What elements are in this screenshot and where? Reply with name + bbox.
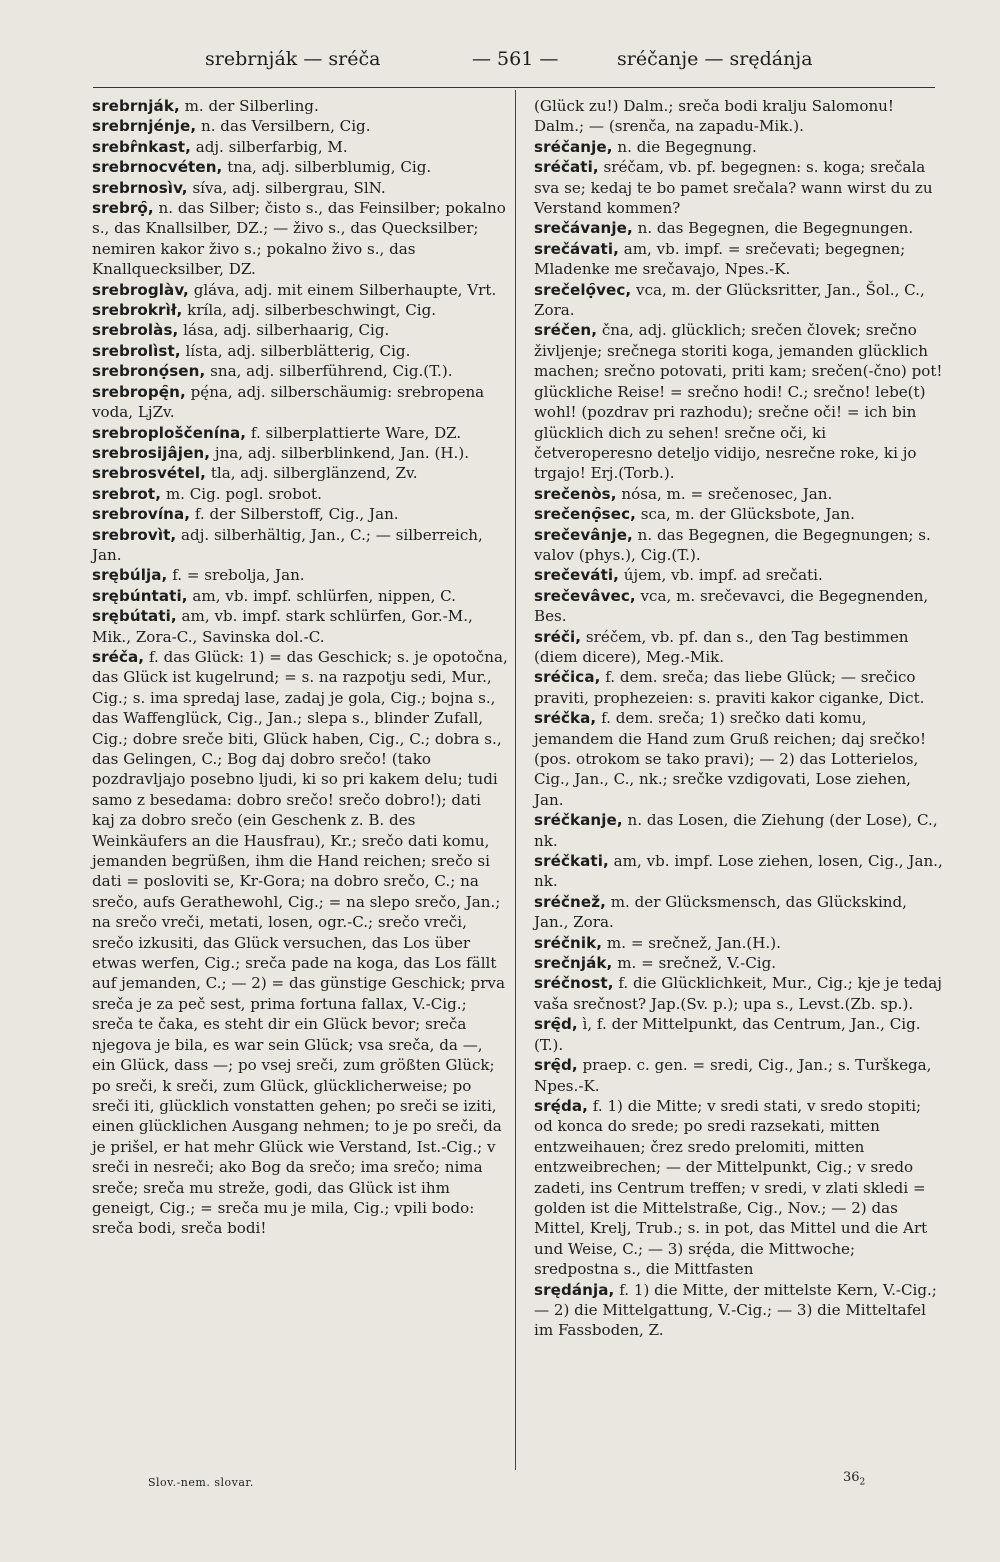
dictionary-entry xyxy=(92,606,508,647)
dictionary-entry xyxy=(92,116,508,136)
dictionary-entry xyxy=(92,423,508,443)
entry-definition: vca, m. der Glücksritter, Jan., Šol., C., Zora. xyxy=(534,280,925,320)
entry-definition: tna, adj. silberblumig, Cig. xyxy=(222,158,432,177)
entry-headword: srebrosijâjen, xyxy=(92,443,211,462)
dictionary-entry xyxy=(92,361,508,381)
dictionary-entry xyxy=(92,198,508,280)
entry-definition: gláva, adj. mit einem Silberhaupte, Vrt. xyxy=(188,280,497,299)
entry-definition: f. = srebolja, Jan. xyxy=(167,566,305,585)
entry-headword: srebronọ́sen, xyxy=(92,362,206,381)
entry-headword: srebrnjénje, xyxy=(92,117,197,136)
entry-definition: pę́na, adj. silberschäumig: srebropena voda, LjZv. xyxy=(92,382,485,422)
dictionary-entry xyxy=(92,565,508,585)
entry-definition: lísta, adj. silberblätterig, Cig. xyxy=(180,341,411,360)
dictionary-entry xyxy=(534,239,944,280)
dictionary-entry xyxy=(534,953,944,973)
entry-definition: sréčam, vb. pf. begegnen: s. koga; srečala sva se; kedaj te bo pamet srečala? wann wirst du zu Verstand kommen? xyxy=(534,158,933,218)
entry-headword: srečeváti, xyxy=(534,566,619,585)
entry-definition: f. 1) die Mitte; v sredi stati, v sredo stopiti; od konca do srede; po sredi razsekati, mitten entzweihauen; črez sredo prelomiti, mitten entzweibrechen; — der Mittelpunkt, Cig.; v sredo zadeti, ins Centrum treffen; v sredi, v zlati skledi = golden ist die Mittelstraße, Cig., Nov.; — 2) das Mittel, Krelj, Trub.; s. in pot, das Mittel und die Art und Weise, C.; — 3) srę́da, die Mittwoche; sredpostna s., die Mittfasten xyxy=(534,1096,928,1279)
entry-headword: srę̑d, xyxy=(534,1015,578,1034)
entry-headword: sréčen, xyxy=(534,321,598,340)
entry-headword: srebroploščenína, xyxy=(92,423,247,442)
entry-definition: kríla, adj. silberbeschwingt, Cig. xyxy=(182,301,437,320)
dictionary-entry xyxy=(534,667,944,708)
signature-subscript: 2 xyxy=(859,1477,866,1488)
entry-definition: sna, adj. silberführend, Cig.(T.). xyxy=(205,362,453,381)
entry-headword: srębúntati, xyxy=(92,586,188,605)
entry-definition: lása, adj. silberhaarig, Cig. xyxy=(178,321,390,340)
entry-definition: n. das Losen, die Ziehung (der Lose), C., nk. xyxy=(534,811,938,850)
dictionary-entry xyxy=(534,320,944,483)
entry-headword: srečenòs, xyxy=(534,484,617,503)
entry-definition: m. Cig. pogl. srobot. xyxy=(161,484,322,503)
entry-definition: am, vb. impf. stark schlürfen, Gor.-M., Mik., Zora-C., Savinska dol.-C. xyxy=(92,607,473,646)
dictionary-entry xyxy=(92,157,508,177)
header-left-guide-words: srebrnják — sréča xyxy=(205,48,381,70)
entry-headword: srečevânje, xyxy=(534,525,633,544)
entry-headword: sréčnež, xyxy=(534,892,606,911)
entry-headword: srebrovína, xyxy=(92,505,191,524)
dictionary-entry xyxy=(92,647,508,1239)
entry-headword: sréča, xyxy=(92,647,145,666)
entry-headword: srebrnják, xyxy=(92,97,180,115)
dictionary-entry xyxy=(534,218,944,238)
entry-headword: srebr̂nkast, xyxy=(92,137,191,156)
dictionary-entry xyxy=(534,1055,944,1096)
dictionary-entry xyxy=(92,137,508,157)
dictionary-entry xyxy=(534,96,944,137)
entry-definition: adj. silberhältig, Jan., C.; — silberreich, Jan. xyxy=(92,525,483,564)
entry-definition: am, vb. impf. Lose ziehen, losen, Cig., Jan., nk. xyxy=(534,852,943,891)
entry-definition: f. dem. sreča; 1) srečko dati komu, jemandem die Hand zum Gruß reichen; daj srečko! (pos. otrokom se tako pravi); — 2) das Lotterielos, Cig., Jan., C., nk.; srečke vzdigovati, Lose ziehen, Jan. xyxy=(534,709,927,809)
entry-headword: srebrnocvéten, xyxy=(92,158,223,177)
entry-definition: n. das Versilbern, Cig. xyxy=(196,117,371,136)
dictionary-entry xyxy=(92,300,508,320)
entry-headword: sréčka, xyxy=(534,709,597,728)
entry-headword: srečnják, xyxy=(534,954,613,973)
entry-definition: sréčem, vb. pf. dan s., den Tag bestimmen (diem dicere), Meg.-Mik. xyxy=(534,627,909,666)
entry-headword: sréči, xyxy=(534,627,582,646)
dictionary-entry xyxy=(534,627,944,668)
entry-headword: srečávanje, xyxy=(534,219,633,238)
entry-headword: srę̑d, xyxy=(534,1056,578,1075)
entry-headword: sréčanje, xyxy=(534,137,613,156)
dictionary-entry xyxy=(92,443,508,463)
entry-definition: m. = srečnež, V.-Cig. xyxy=(612,954,777,973)
entry-definition: (Glück zu!) Dalm.; sreča bodi kralju Salomonu! Dalm.; — (srenča, na zapadu-Mik.). xyxy=(534,97,894,136)
entry-definition: m. = srečnež, Jan.(H.). xyxy=(602,933,781,952)
dictionary-entry xyxy=(534,892,944,933)
entry-definition: f. die Glücklichkeit, Mur., Cig.; kje je tedaj vaša srečnost? Jap.(Sv. p.); upa s., Levst.(Zb. sp.). xyxy=(534,974,942,1013)
entry-definition: f. dem. sreča; das liebe Glück; — srečico praviti, prophezeien: s. praviti kakor ciganke, Dict. xyxy=(534,668,925,707)
entry-definition: n. das Begegnen, die Begegnungen. xyxy=(632,219,914,238)
dictionary-entry xyxy=(534,851,944,892)
dictionary-entry xyxy=(534,1096,944,1280)
dictionary-entry xyxy=(92,504,508,524)
entry-headword: srebropę̑n, xyxy=(92,382,186,401)
running-header xyxy=(0,44,1000,84)
entry-definition: čna, adj. glücklich; srečen človek; srečno življenje; srečnega storiti koga, jemanden glücklich machen; srečno potovati, priti kam; srečen(-čno) pot! glückliche Reise! = srečno hodi! C.; srečno! lebe(t) wohl! (pozdrav pri razhodu); srečne oči! = ich bin glücklich dich zu sehen! srečne oči, ki četveroperesno deteljo vidijo, nesrečne roke, ki jo trgajo! Erj.(Torb.). xyxy=(534,321,943,483)
dictionary-entry xyxy=(92,96,508,116)
entry-headword: srečevâvec, xyxy=(534,586,636,605)
entry-definition: tla, adj. silberglänzend, Zv. xyxy=(206,464,418,483)
entry-definition: jna, adj. silberblinkend, Jan. (H.). xyxy=(210,443,470,462)
entry-headword: srečávati, xyxy=(534,239,619,258)
entry-headword: sréčkanje, xyxy=(534,811,623,830)
signature-mark xyxy=(843,1470,865,1488)
entry-definition: ì, f. der Mittelpunkt, das Centrum, Jan., Cig.(T.). xyxy=(534,1015,921,1054)
entry-definition: nósa, m. = srečenosec, Jan. xyxy=(616,484,833,503)
entry-definition: vca, m. srečevavci, die Begegnenden, Bes. xyxy=(534,586,929,626)
dictionary-entry xyxy=(92,382,508,423)
entry-headword: srebrolìst, xyxy=(92,341,181,360)
entry-headword: sréčkati, xyxy=(534,852,609,871)
entry-definition: n. das Begegnen, die Begegnungen; s. valov (phys.), Cig.(T.). xyxy=(534,525,931,564)
entry-headword: srebrovìt, xyxy=(92,525,177,544)
entry-definition: újem, vb. impf. ad srečati. xyxy=(619,566,823,585)
entry-definition: m. der Silberling. xyxy=(179,97,319,115)
entry-headword: srębútati, xyxy=(92,607,177,626)
entry-headword: srębúlja, xyxy=(92,566,168,585)
dictionary-entry xyxy=(92,320,508,340)
entry-headword: sréčnost, xyxy=(534,974,614,993)
dictionary-entry xyxy=(92,341,508,361)
entry-definition: síva, adj. silbergrau, SlN. xyxy=(187,178,386,197)
dictionary-entry xyxy=(92,586,508,606)
entry-definition: f. das Glück: 1) = das Geschick; s. je opotočna, das Glück ist kugelrund; = s. na razpotju sedi, Mur., Cig.; s. ima spredaj lase, zadaj je gola, Cig.; bojna s., das Waffenglück, Cig., Jan.; slepa s., blinder Zufall, Cig.; dobre sreče biti, Glück haben, Cig., C.; dobra s., das Gelingen, C.; Bog daj dobro srečo! (tako pozdravljajo posebno ljudi, ki so pri kakem delu; tudi samo z besedama: dobro srečo! srečo dobro!); dati kaj za dobro srečo (ein Geschenk z. B. des Weinkäufers an die Hausfrau), Kr.; srečo dati komu, jemanden begrüßen, ihm die Hand reichen; srečo si dati = posloviti se, Kr-Gora; na dobro srečo, C.; na srečo, aufs Gerathewohl, Cig.; = na slepo srečo, Jan.; na srečo vreči, metati, losen, ogr.-C.; srečo vreči, srečo izkusiti, das Glück versuchen, das Los über etwas werfen, Cig.; sreča pade na koga, das Los fällt auf jemanden, C.; — 2) = das günstige Geschick; prva sreča je za peč sest, prima fortuna fallax, V.-Cig.; sreča te čaka, es steht dir ein Glück bevor; sreča njegova je bila, es war sein Glück; vsa sreča, da —, ein Glück, dass —; po vsej sreči, zum größten Glück; po sreči, k sreči, zum Glück, glücklicherweise; po sreči iti, glücklich vonstatten gehen; po sreči se iziti, einen glücklichen Ausgang nehmen; to je po sreči, da je prišel, er hat mehr Glück wie Verstand, Ist.-Cig.; v sreči in nesreči; ako Bog da srečo; ima srečo; nima sreče; sreča mu streže, godi, das Glück ist ihm geneigt, Cig.; = sreča mu je mila, Cig.; vpili bodo: sreča bodi, sreča bodi! xyxy=(92,647,508,1238)
entry-headword: srebrnosìv, xyxy=(92,178,188,197)
entry-definition: f. der Silberstoff, Cig., Jan. xyxy=(190,505,399,524)
dictionary-entry xyxy=(534,280,944,321)
entry-headword: srečenọ̑sec, xyxy=(534,505,636,524)
entry-headword: srečelọ̑vec, xyxy=(534,280,632,299)
entry-definition: am, vb. impf. schlürfen, nippen, C. xyxy=(187,586,456,605)
dictionary-entry xyxy=(534,810,944,851)
dictionary-entry xyxy=(534,137,944,157)
entry-headword: srebroglàv, xyxy=(92,280,189,299)
dictionary-entry xyxy=(534,1014,944,1055)
dictionary-entry xyxy=(534,157,944,218)
entry-headword: sréčati, xyxy=(534,158,599,177)
dictionary-entry xyxy=(92,525,508,566)
entry-definition: praep. c. gen. = sredi, Cig., Jan.; s. Turškega, Npes.-K. xyxy=(534,1056,932,1095)
entry-headword: srebrosvétel, xyxy=(92,464,207,483)
entry-headword: srędánja, xyxy=(534,1280,615,1299)
dictionary-entry xyxy=(534,504,944,524)
dictionary-entry xyxy=(92,280,508,300)
dictionary-entry xyxy=(92,178,508,198)
dictionary-entry xyxy=(534,484,944,504)
dictionary-entry xyxy=(92,463,508,483)
entry-headword: srebrokrìł, xyxy=(92,301,183,320)
dictionary-entry xyxy=(534,933,944,953)
entry-definition: f. silberplattierte Ware, DZ. xyxy=(246,423,462,442)
entry-definition: m. der Glücksmensch, das Glückskind, Jan., Zora. xyxy=(534,892,907,932)
entry-headword: srę́da, xyxy=(534,1096,588,1115)
footer-title: Slov.-nem. slovar. xyxy=(148,1476,254,1489)
dictionary-entry xyxy=(534,525,944,566)
dictionary-entry xyxy=(534,1280,944,1341)
entry-headword: srebrot, xyxy=(92,484,162,503)
entry-definition: adj. silberfarbig, M. xyxy=(190,137,348,156)
entry-definition: n. die Begegnung. xyxy=(612,137,757,156)
entry-headword: srebrolàs, xyxy=(92,321,179,340)
signature-number: 36 xyxy=(843,1470,860,1485)
entry-headword: sréčica, xyxy=(534,668,601,687)
dictionary-entry xyxy=(534,973,944,1014)
entry-definition: n. das Silber; čisto s., das Feinsilber; pokalno s., das Knallsilber, DZ.; — živo s., das Quecksilber; nemiren kakor živo s.; pokalno živo s., das Knallquecksilber, DZ. xyxy=(92,199,506,279)
dictionary-entry xyxy=(92,484,508,504)
header-right-guide-words: sréčanje — srędánja xyxy=(617,48,813,70)
entry-headword: srebrọ̑, xyxy=(92,199,154,218)
entry-headword: sréčnik, xyxy=(534,933,603,952)
entry-definition: sca, m. der Glücksbote, Jan. xyxy=(635,505,855,524)
dictionary-entry xyxy=(534,565,944,585)
left-column xyxy=(92,96,508,1239)
page-number: — 561 — xyxy=(472,48,559,70)
right-column xyxy=(534,96,944,1341)
entry-definition: am, vb. impf. = srečevati; begegnen; Mladenke me srečavajo, Npes.-K. xyxy=(534,239,906,279)
column-divider xyxy=(515,90,516,1470)
dictionary-entry xyxy=(534,586,944,627)
entry-definition: f. 1) die Mitte, der mittelste Kern, V.-Cig.; — 2) die Mittelgattung, V.-Cig.; — 3) die Mitteltafel im Fassboden, Z. xyxy=(534,1280,937,1340)
dictionary-entry xyxy=(534,708,944,810)
header-rule xyxy=(93,87,935,88)
